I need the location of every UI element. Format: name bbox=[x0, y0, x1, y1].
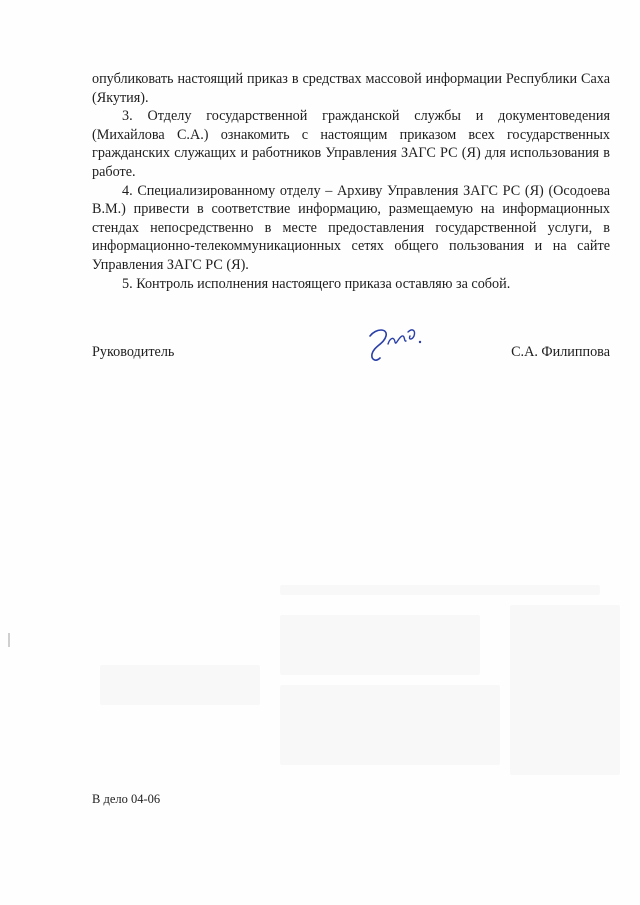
paragraph-item-3: 3. Отделу государственной гражданской службы и документоведения (Михайлова С.А.) ознакомить с настоящим приказом всех государственных гражданских служащих и работников Управления ЗАГС РС (Я) для использования в работе. bbox=[92, 108, 610, 180]
filing-note: В дело 04-06 bbox=[92, 792, 161, 806]
reverse-side-show-through bbox=[30, 575, 630, 815]
paragraph-item-4: 4. Специализированному отделу – Архиву Управления ЗАГС РС (Я) (Осодоева В.М.) привести в соответствие информацию, размещаемую на информационных стендах непосредственно в месте предоставления государственной услуги, в информационно-телекоммуникационных сетях общего пользования и на сайте Управления ЗАГС РС (Я). bbox=[92, 182, 610, 273]
signature-block bbox=[92, 340, 610, 370]
signer-role: Руководитель bbox=[92, 344, 175, 360]
paragraph-item-5: 5. Контроль исполнения настоящего приказа оставляю за собой. bbox=[122, 275, 511, 292]
scan-artifact bbox=[8, 633, 10, 647]
signer-name: С.А. Филиппова bbox=[511, 344, 610, 360]
order-body bbox=[92, 70, 610, 293]
handwritten-signature bbox=[362, 324, 432, 364]
paragraph-continuation: опубликовать настоящий приказ в средствах массовой информации Республики Саха (Якутия). bbox=[92, 71, 610, 106]
